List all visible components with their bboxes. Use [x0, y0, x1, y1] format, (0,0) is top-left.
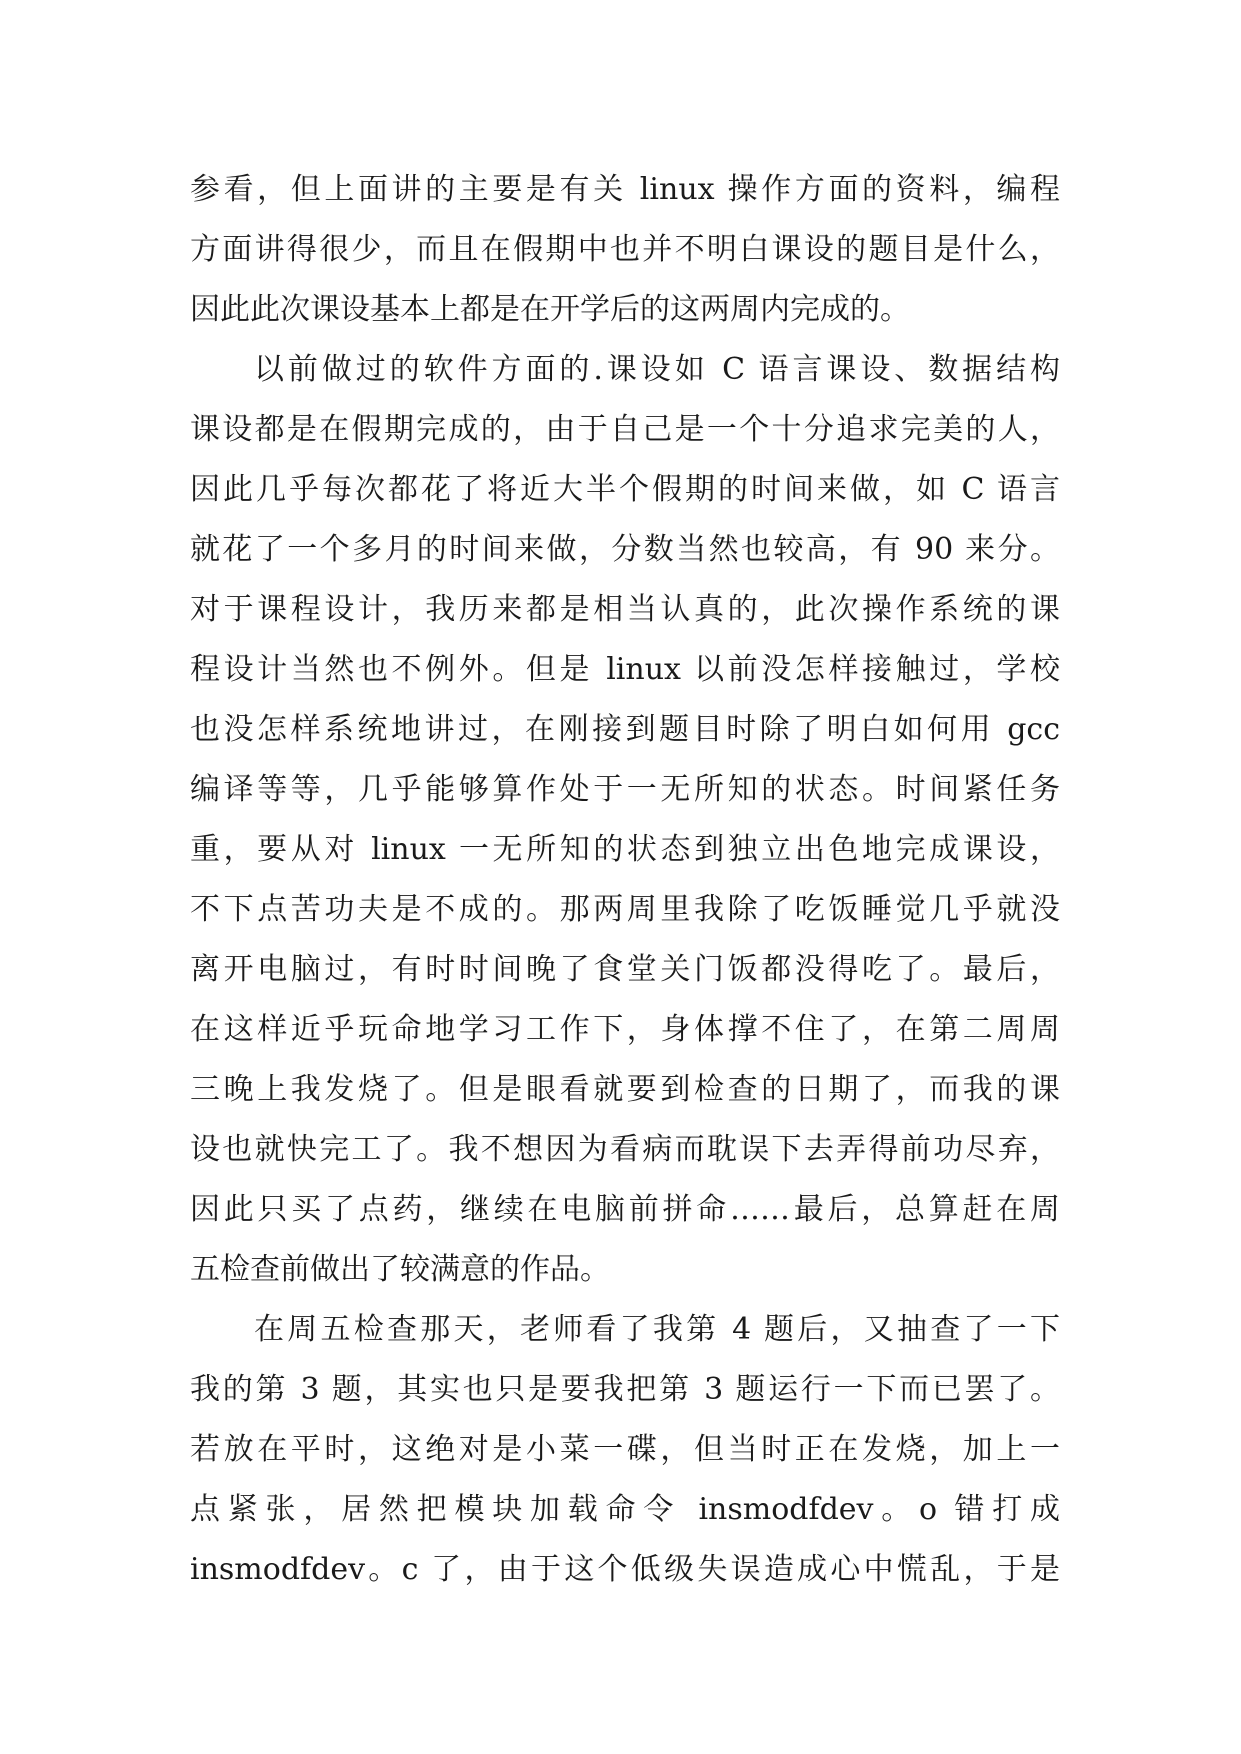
text-line: 也没怎样系统地讲过，在刚接到题目时除了明白如何用 gcc: [190, 712, 1060, 747]
text-line: 就花了一个多月的时间来做，分数当然也较高，有 90 来分。: [190, 532, 1060, 567]
text-line: 程设计当然也不例外。但是 linux 以前没怎样接触过，学校: [190, 652, 1060, 687]
text-line: 离开电脑过，有时时间晚了食堂关门饭都没得吃了。最后，: [190, 952, 1060, 987]
paragraph-first-line: 以前做过的软件方面的.课设如 C 语言课设、数据结构: [254, 352, 1060, 387]
text-line: 对于课程设计，我历来都是相当认真的，此次操作系统的课: [190, 592, 1060, 627]
text-line: 因此几乎每次都花了将近大半个假期的时间来做，如 C 语言: [190, 472, 1060, 507]
text-line: 课设都是在假期完成的，由于自己是一个十分追求完美的人，: [190, 412, 1060, 447]
document-body: [190, 160, 1060, 1600]
text-line: 不下点苦功夫是不成的。那两周里我除了吃饭睡觉几乎就没: [190, 892, 1060, 927]
text-line: 设也就快完工了。我不想因为看病而耽误下去弄得前功尽弃，: [190, 1132, 1060, 1167]
text-line: 方面讲得很少，而且在假期中也并不明白课设的题目是什么，: [190, 232, 1060, 267]
text-line: 三晚上我发烧了。但是眼看就要到检查的日期了，而我的课: [190, 1072, 1060, 1107]
text-line: 我的第 3 题，其实也只是要我把第 3 题运行一下而已罢了。: [190, 1372, 1060, 1407]
text-line: 因此此次课设基本上都是在开学后的这两周内完成的。: [190, 292, 910, 327]
text-line: 点紧张，居然把模块加载命令 insmodfdev。o 错打成: [190, 1492, 1060, 1527]
text-line: 编译等等，几乎能够算作处于一无所知的状态。时间紧任务: [190, 772, 1060, 807]
text-line: insmodfdev。c 了，由于这个低级失误造成心中慌乱，于是: [190, 1552, 1060, 1587]
text-line: 五检查前做出了较满意的作品。: [190, 1252, 610, 1287]
text-line: 在这样近乎玩命地学习工作下，身体撑不住了，在第二周周: [190, 1012, 1060, 1047]
text-line: 若放在平时，这绝对是小菜一碟，但当时正在发烧，加上一: [190, 1432, 1060, 1467]
text-line: 参看，但上面讲的主要是有关 linux 操作方面的资料，编程: [190, 172, 1060, 207]
text-line: 重，要从对 linux 一无所知的状态到独立出色地完成课设，: [190, 832, 1060, 867]
paragraph-first-line: 在周五检查那天，老师看了我第 4 题后，又抽查了一下: [254, 1312, 1060, 1347]
text-line: 因此只买了点药，继续在电脑前拼命……最后，总算赶在周: [190, 1192, 1060, 1227]
